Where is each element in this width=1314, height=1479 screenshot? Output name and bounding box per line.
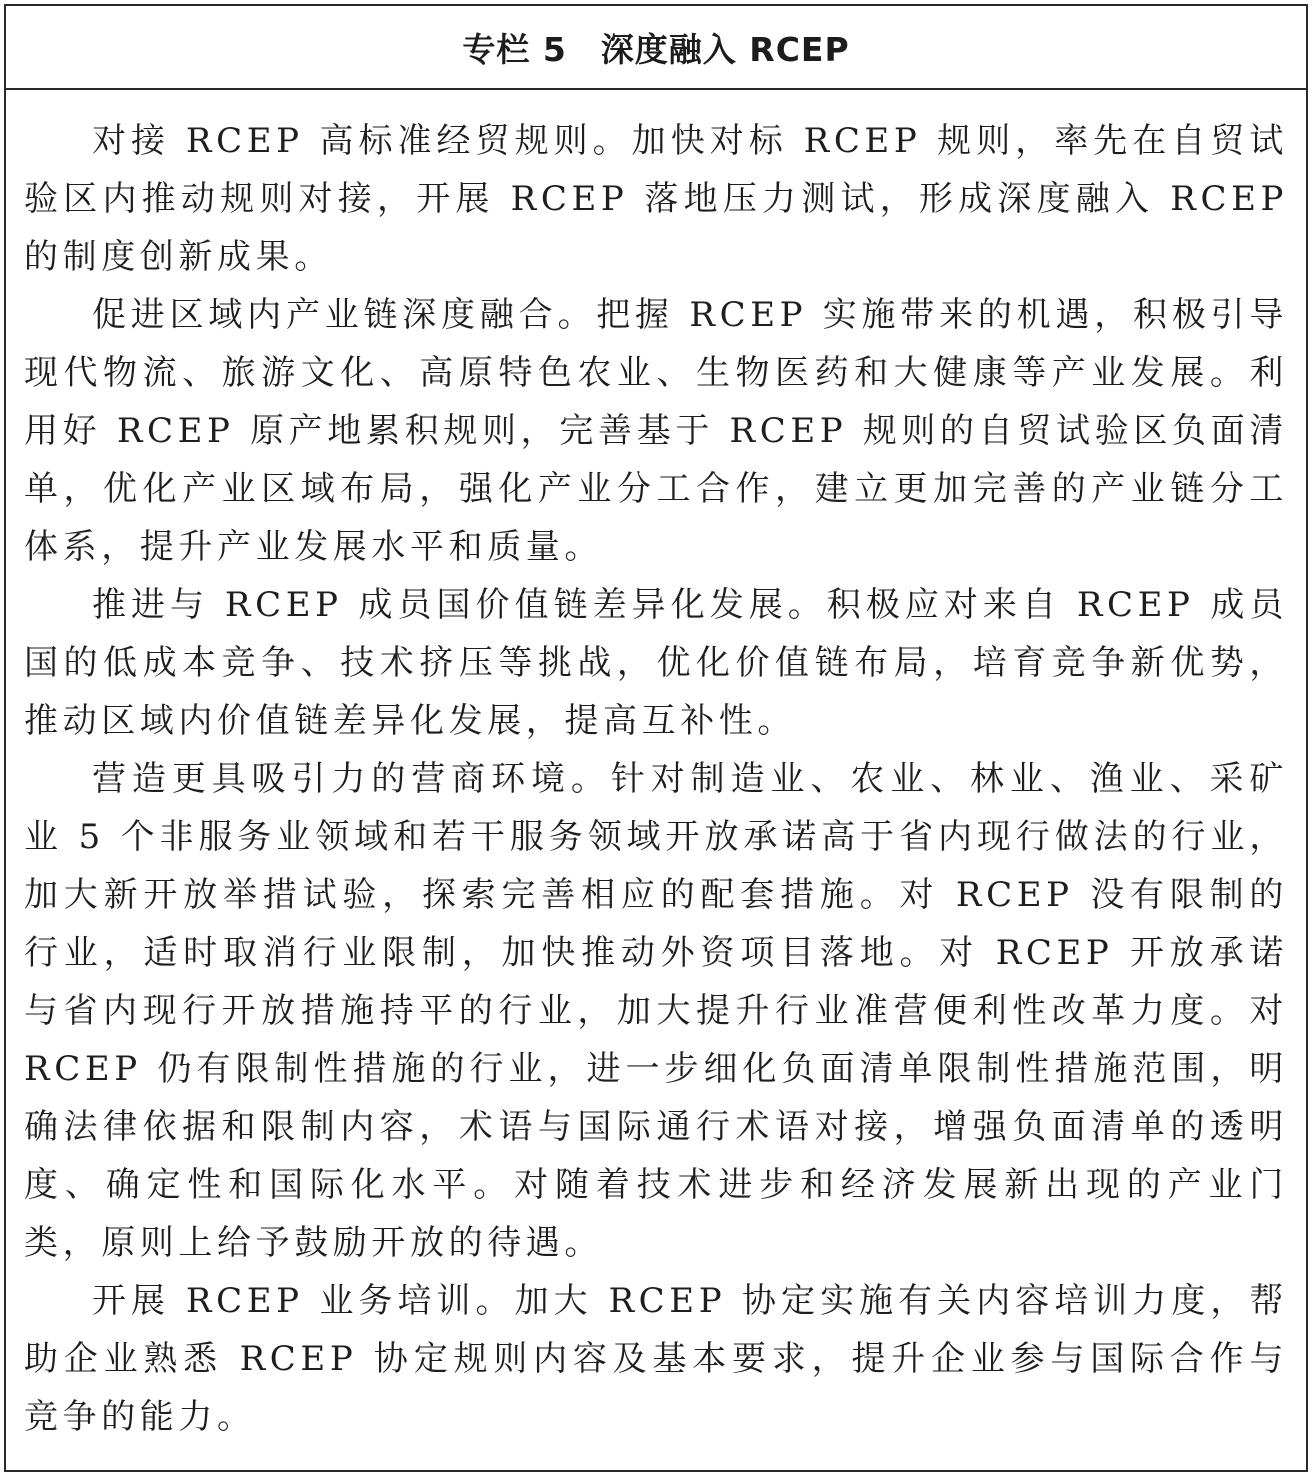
- column-body: [6, 90, 1306, 1446]
- paragraph-training: 开展 RCEP 业务培训。加大 RCEP 协定实施有关内容培训力度，帮助企业熟悉 RCEP 协定规则内容及基本要求，提升企业参与国际合作与竞争的能力。: [24, 1281, 1288, 1437]
- column-box: [4, 4, 1308, 1472]
- paragraph-rules-alignment: 对接 RCEP 高标准经贸规则。加快对标 RCEP 规则，率先在自贸试验区内推动规则对接，开展 RCEP 落地压力测试，形成深度融入 RCEP 的制度创新成果。: [24, 121, 1288, 277]
- column-header: [6, 6, 1306, 90]
- paragraph-value-chain: 推进与 RCEP 成员国价值链差异化发展。积极应对来自 RCEP 成员国的低成本竞争、技术挤压等挑战，优化价值链布局，培育竞争新优势，推动区域内价值链差异化发展，提高互补性。: [24, 585, 1288, 741]
- paragraph-business-environment: 营造更具吸引力的营商环境。针对制造业、农业、林业、渔业、采矿业 5 个非服务业领域和若干服务领域开放承诺高于省内现行做法的行业，加大新开放举措试验，探索完善相应的配套措施。对 RCEP 没有限制的行业，适时取消行业限制，加快推动外资项目落地。对 RCEP 开放承诺与省内现行开放措施持平的行业，加大提升行业准营便利性改革力度。对 RCEP 仍有限制性措施的行业，进一步细化负面清单限制性措施范围，明确法律依据和限制内容，术语与国际通行术语对接，增强负面清单的透明度、确定性和国际化水平。对随着技术进步和经济发展新出现的产业门类，原则上给予鼓励开放的待遇。: [24, 759, 1288, 1263]
- paragraph-industry-chain: 促进区域内产业链深度融合。把握 RCEP 实施带来的机遇，积极引导现代物流、旅游文化、高原特色农业、生物医药和大健康等产业发展。利用好 RCEP 原产地累积规则，完善基于 RCEP 规则的自贸试验区负面清单，优化产业区域布局，强化产业分工合作，建立更加完善的产业链分工体系，提升产业发展水平和质量。: [24, 295, 1288, 567]
- column-title: 专栏 5 深度融入 RCEP: [462, 29, 850, 69]
